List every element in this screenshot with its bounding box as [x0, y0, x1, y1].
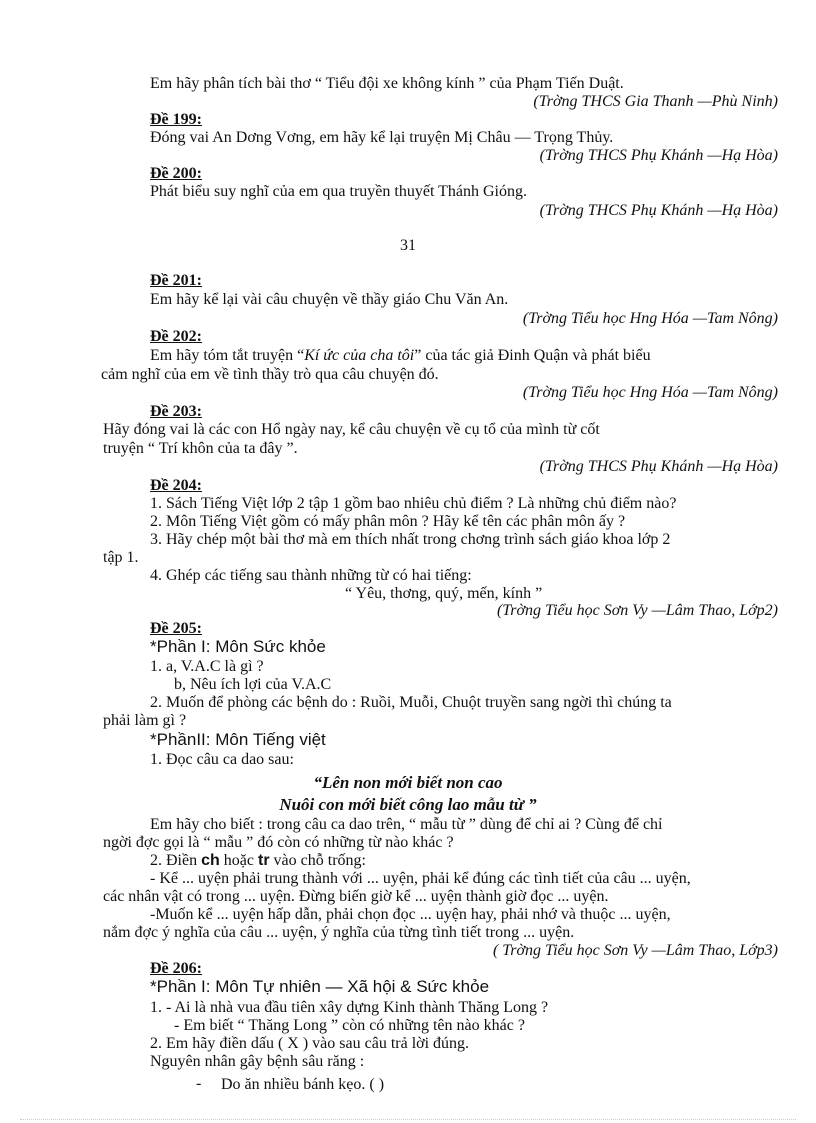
- bullet-icon: -: [196, 1075, 202, 1092]
- story-title: Kí ức của cha tôi: [304, 347, 415, 364]
- text-line: 4. Ghép các tiếng sau thành những từ có hai tiếng:: [150, 567, 472, 584]
- text-line: 2. Muốn để phòng các bệnh do : Ruồi, Muỗi, Chuột truyền sang ngời thì chúng ta: [150, 694, 672, 711]
- text-line: - Em biết “ Thăng Long ” còn có những tên nào khác ?: [174, 1017, 525, 1034]
- text-line: - Kể ... uyện phải trung thành với ... uyện, phải kể đúng các tình tiết của câu ... uyện,: [150, 870, 691, 887]
- source-attribution: ( Trờng Tiểu học Sơn Vy —Lâm Thao, Lớp3): [492, 942, 778, 959]
- letter-tr: tr: [257, 852, 270, 869]
- text-segment: vào chỗ trống:: [269, 852, 366, 869]
- poem-line: “Lên non mới biết non cao: [313, 773, 503, 792]
- text-line: 2. Môn Tiếng Việt gồm có mấy phân môn ? Hãy kể tên các phân môn ấy ?: [150, 513, 626, 530]
- text-line: [150, 346, 651, 365]
- text-line: phải làm gì ?: [103, 712, 187, 729]
- text-line: Do ăn nhiều bánh kẹo. ( ): [221, 1076, 385, 1093]
- source-attribution: (Trờng Tiểu học Sơn Vy —Lâm Thao, Lớp2): [496, 602, 778, 619]
- source-attribution: (Trờng Tiểu học Hng Hóa —Tam Nông): [522, 384, 778, 401]
- source-attribution: (Trờng THCS Gia Thanh —Phù Ninh): [533, 93, 778, 110]
- source-attribution: (Trờng THCS Phụ Khánh —Hạ Hòa): [539, 147, 778, 164]
- text-line: ngời đợc gọi là “ mẫu ” đó còn có những từ nào khác ?: [103, 834, 454, 851]
- text-line: tập 1.: [103, 549, 139, 566]
- text-line: Em hãy kể lại vài câu chuyện về thầy giáo Chu Văn An.: [150, 291, 509, 308]
- text-line: các nhân vật có trong ... uyện. Đừng biến giờ kể ... uyện thành giờ đọc ... uyện.: [103, 888, 609, 905]
- exercise-heading: Đề 199:: [150, 111, 202, 128]
- poem-line: Nuôi con mới biết công lao mẫu từ ”: [279, 795, 537, 814]
- text-line: nắm đợc ý nghĩa của câu ... uyện, ý nghĩa của từng tình tiết trong ... uyện.: [103, 924, 575, 941]
- text-line: 1. a, V.A.C là gì ?: [150, 658, 264, 675]
- exercise-heading: Đề 200:: [150, 165, 202, 182]
- source-attribution: (Trờng THCS Phụ Khánh —Hạ Hòa): [539, 458, 778, 475]
- text-segment: hoặc: [219, 852, 258, 869]
- exercise-heading: Đề 202:: [150, 328, 202, 345]
- text-line: 1. Đọc câu ca dao sau:: [150, 751, 294, 768]
- text-line: 2. Em hãy điền dấu ( X ) vào sau câu trả lời đúng.: [150, 1035, 470, 1052]
- text-line: b, Nêu ích lợi của V.A.C: [174, 676, 332, 693]
- text-line: Phát biểu suy nghĩ của em qua truyền thuyết Thánh Gióng.: [150, 183, 527, 200]
- exercise-heading: Đề 206:: [150, 960, 202, 977]
- text-line: “ Yêu, thơng, quý, mến, kính ”: [345, 585, 543, 602]
- section-heading: *PhầnII: Môn Tiếng việt: [150, 730, 326, 749]
- text-line: Nguyên nhân gây bệnh sâu răng :: [150, 1053, 365, 1070]
- text-line: [150, 851, 366, 870]
- text-line: Em hãy cho biết : trong câu ca dao trên, “ mẫu từ ” dùng để chỉ ai ? Cùng để chỉ: [150, 816, 663, 833]
- text-line: -Muốn kể ... uyện hấp dẫn, phải chọn đọc ... uyện hay, phải nhớ và thuộc ... uyện,: [150, 906, 671, 923]
- page-bottom-divider: [20, 1119, 796, 1120]
- text-line: Đóng vai An Dơng Vơng, em hãy kể lại truyện Mị Châu — Trọng Thủy.: [150, 129, 614, 146]
- text-line: truyện “ Trí khôn của ta đây ”.: [103, 440, 298, 457]
- text-line: 3. Hãy chép một bài thơ mà em thích nhất trong chơng trình sách giáo khoa lớp 2: [150, 531, 671, 548]
- page-number: 31: [400, 237, 416, 254]
- exercise-heading: Đề 203:: [150, 403, 202, 420]
- letter-ch: ch: [201, 852, 220, 869]
- text-segment: ” của tác giả Đinh Quận và phát biểu: [414, 347, 651, 364]
- text-segment: 2. Điền: [150, 852, 202, 869]
- exercise-heading: Đề 205:: [150, 620, 202, 637]
- source-attribution: (Trờng Tiểu học Hng Hóa —Tam Nông): [522, 310, 778, 327]
- text-segment: Em hãy tóm tắt truyện “: [150, 347, 305, 364]
- text-line: 1. Sách Tiếng Việt lớp 2 tập 1 gồm bao nhiêu chủ điểm ? Là những chủ điểm nào?: [150, 495, 677, 512]
- exercise-heading: Đề 204:: [150, 477, 202, 494]
- text-line: 1. - Ai là nhà vua đầu tiên xây dựng Kinh thành Thăng Long ?: [150, 999, 549, 1016]
- text-line: Hãy đóng vai là các con Hổ ngày nay, kể câu chuyện về cụ tổ của mình từ cốt: [103, 421, 600, 438]
- section-heading: *Phần I: Môn Tự nhiên — Xã hội & Sức khỏe: [150, 977, 490, 996]
- exercise-heading: Đề 201:: [150, 272, 202, 289]
- section-heading: *Phần I: Môn Sức khỏe: [150, 637, 326, 656]
- source-attribution: (Trờng THCS Phụ Khánh —Hạ Hòa): [539, 202, 778, 219]
- text-line: Em hãy phân tích bài thơ “ Tiểu đội xe không kính ” của Phạm Tiến Duật.: [150, 75, 624, 92]
- text-line: cảm nghĩ của em về tình thầy trò qua câu chuyện đó.: [101, 366, 439, 383]
